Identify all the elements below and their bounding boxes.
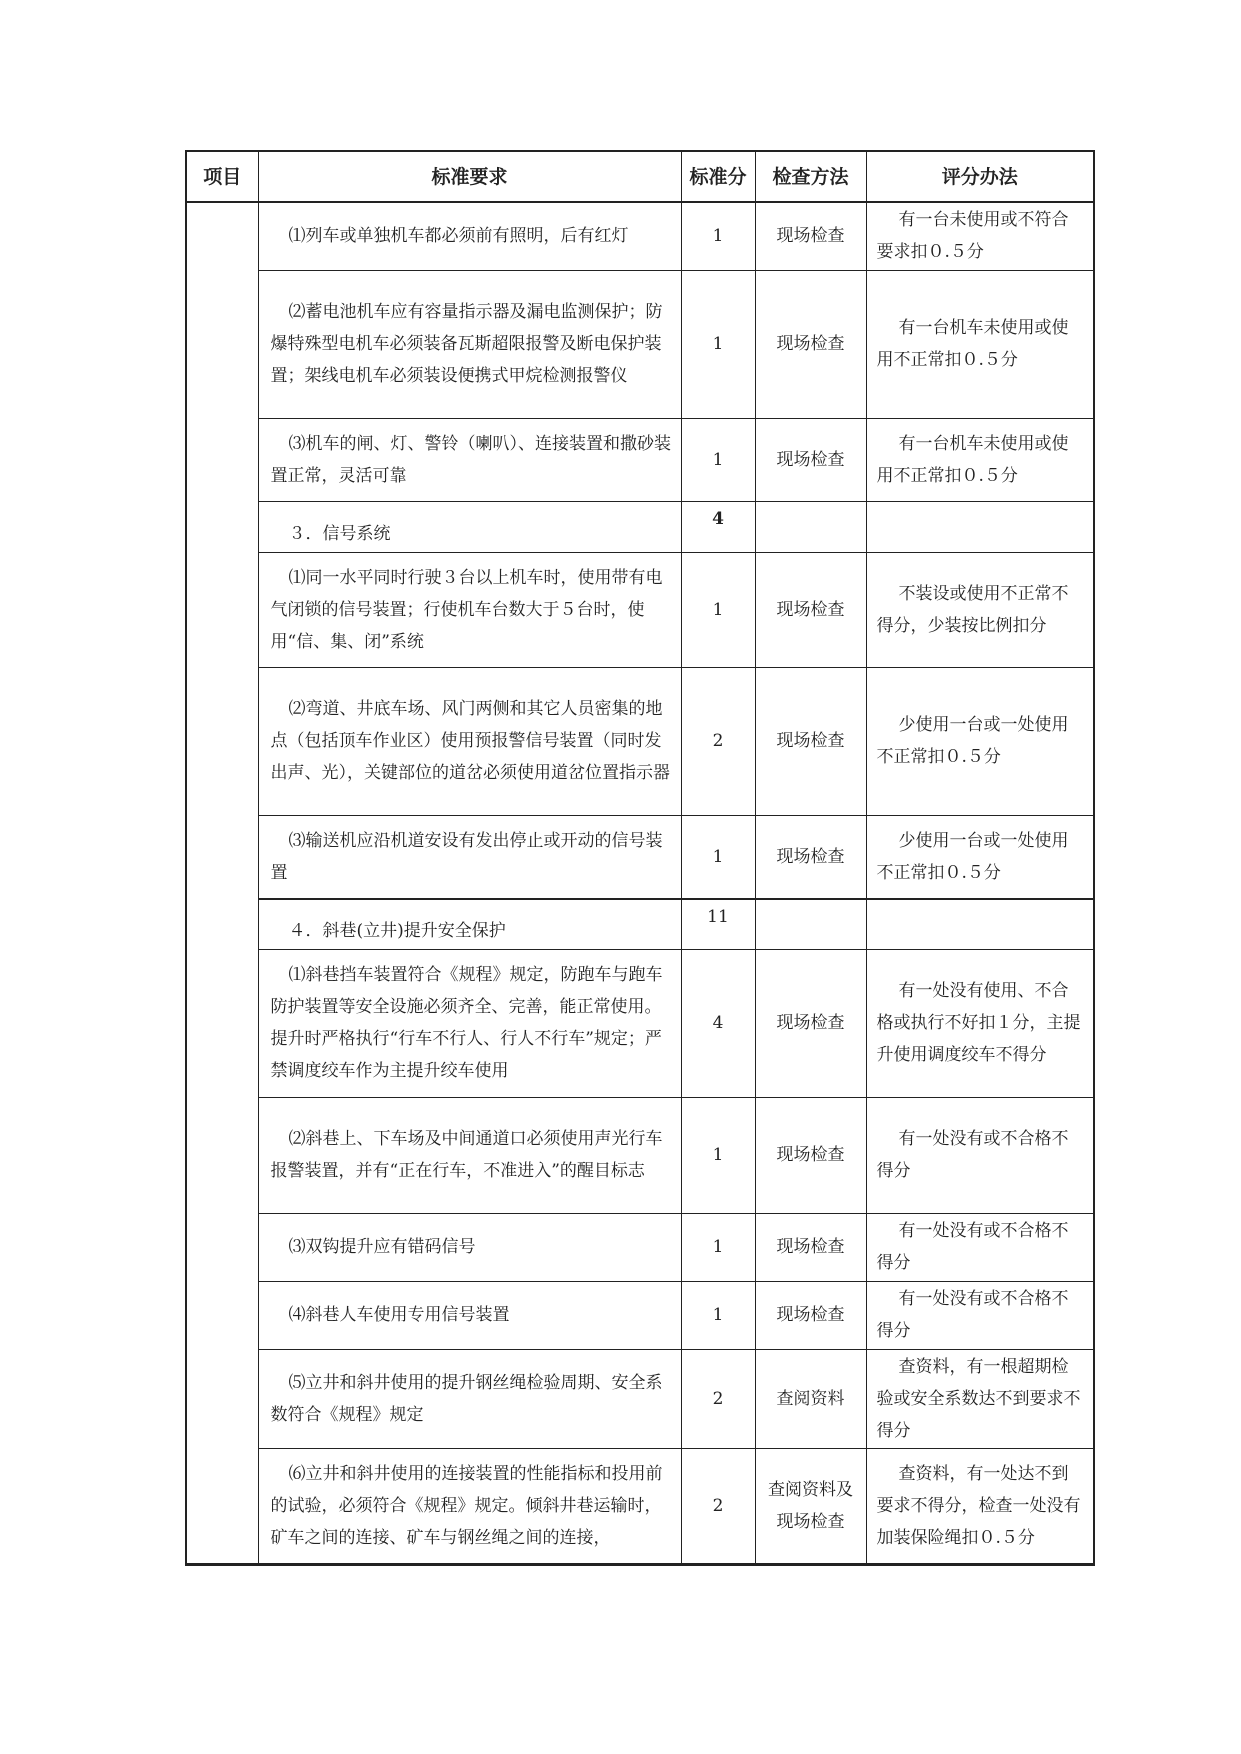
standard-cell: ⑵斜巷上、下车场及中间通道口必须使用声光行车报警装置，并有“正在行车，不准进入”的醒目标志: [258, 1097, 681, 1213]
method-cell: 现场检查: [755, 667, 866, 815]
evaluation-cell: 有一处没有或不合格不得分: [866, 1097, 1094, 1213]
method-cell: 现场检查: [755, 949, 866, 1097]
evaluation-cell: 有一台未使用或不符合要求扣０.５分: [866, 202, 1094, 270]
standard-cell: ⑶双钩提升应有错码信号: [258, 1213, 681, 1281]
method-cell: 现场检查: [755, 1281, 866, 1349]
method-cell: 现场检查: [755, 1097, 866, 1213]
method-cell: 现场检查: [755, 270, 866, 418]
header-item: 项目: [186, 151, 258, 202]
table-row: [186, 1097, 1094, 1213]
standard-cell: ⑸立井和斜井使用的提升钢丝绳检验周期、安全系数符合《规程》规定: [258, 1349, 681, 1448]
section-title: ４．斜巷(立井)提升安全保护: [258, 899, 681, 949]
evaluation-cell: 查资料，有一根超期检验或安全系数达不到要求不得分: [866, 1349, 1094, 1448]
table-row: [186, 552, 1094, 667]
method-cell: 现场检查: [755, 552, 866, 667]
evaluation-cell: 有一台机车未使用或使用不正常扣０.５分: [866, 270, 1094, 418]
score-cell: 1: [681, 815, 755, 899]
inspection-table-sheet: [185, 150, 1093, 1566]
table-row: [186, 1281, 1094, 1349]
score-cell: 2: [681, 1448, 755, 1564]
evaluation-cell: 少使用一台或一处使用不正常扣０.５分: [866, 667, 1094, 815]
section-title: ３．信号系统: [258, 501, 681, 552]
score-cell: 1: [681, 1097, 755, 1213]
score-cell: 1: [681, 270, 755, 418]
table-row: [186, 1213, 1094, 1281]
header-evaluation: 评分办法: [866, 151, 1094, 202]
section-row: [186, 501, 1094, 552]
header-score: 标准分: [681, 151, 755, 202]
method-cell: 查阅资料及现场检查: [755, 1448, 866, 1564]
table-row: [186, 202, 1094, 270]
evaluation-cell: 有一台机车未使用或使用不正常扣０.５分: [866, 418, 1094, 501]
item-cell: [186, 202, 258, 1564]
section-score: 4: [681, 501, 755, 552]
table-row: [186, 815, 1094, 899]
score-cell: 1: [681, 1213, 755, 1281]
table-row: [186, 418, 1094, 501]
method-cell: [755, 899, 866, 949]
table-row: [186, 270, 1094, 418]
method-cell: 现场检查: [755, 815, 866, 899]
score-cell: 2: [681, 1349, 755, 1448]
evaluation-cell: [866, 899, 1094, 949]
evaluation-cell: [866, 501, 1094, 552]
score-cell: 1: [681, 552, 755, 667]
standard-cell: ⑵蓄电池机车应有容量指示器及漏电监测保护；防爆特殊型电机车必须装备瓦斯超限报警及断电保护装置；架线电机车必须装设便携式甲烷检测报警仪: [258, 270, 681, 418]
method-cell: 现场检查: [755, 1213, 866, 1281]
evaluation-cell: 不装设或使用不正常不得分，少装按比例扣分: [866, 552, 1094, 667]
table-header-row: [186, 151, 1094, 202]
table-row: [186, 1349, 1094, 1448]
standard-cell: ⑴同一水平同时行驶３台以上机车时，使用带有电气闭锁的信号装置；行使机车台数大于５台时，使用“信、集、闭”系统: [258, 552, 681, 667]
evaluation-cell: 有一处没有或不合格不得分: [866, 1281, 1094, 1349]
score-cell: 2: [681, 667, 755, 815]
evaluation-cell: 少使用一台或一处使用不正常扣０.５分: [866, 815, 1094, 899]
standard-cell: ⑷斜巷人车使用专用信号装置: [258, 1281, 681, 1349]
inspection-table: [185, 150, 1095, 1566]
header-method: 检查方法: [755, 151, 866, 202]
method-cell: 现场检查: [755, 418, 866, 501]
header-standard: 标准要求: [258, 151, 681, 202]
method-cell: [755, 501, 866, 552]
standard-cell: ⑶输送机应沿机道安设有发出停止或开动的信号装置: [258, 815, 681, 899]
table-row: [186, 949, 1094, 1097]
method-cell: 现场检查: [755, 202, 866, 270]
standard-cell: ⑴列车或单独机车都必须前有照明，后有红灯: [258, 202, 681, 270]
standard-cell: ⑶机车的闸、灯、警铃（喇叭）、连接装置和撒砂装置正常，灵活可靠: [258, 418, 681, 501]
score-cell: 4: [681, 949, 755, 1097]
standard-cell: ⑵弯道、井底车场、风门两侧和其它人员密集的地点（包括顶车作业区）使用预报警信号装置（同时发出声、光），关键部位的道岔必须使用道岔位置指示器: [258, 667, 681, 815]
table-row: [186, 667, 1094, 815]
table-row: [186, 1448, 1094, 1564]
evaluation-cell: 有一处没有或不合格不得分: [866, 1213, 1094, 1281]
standard-cell: ⑹立井和斜井使用的连接装置的性能指标和投用前的试验，必须符合《规程》规定。倾斜井巷运输时，矿车之间的连接、矿车与钢丝绳之间的连接，: [258, 1448, 681, 1564]
method-cell: 查阅资料: [755, 1349, 866, 1448]
score-cell: 1: [681, 1281, 755, 1349]
score-cell: 1: [681, 418, 755, 501]
standard-cell: ⑴斜巷挡车装置符合《规程》规定，防跑车与跑车防护装置等安全设施必须齐全、完善，能正常使用。提升时严格执行“行车不行人、行人不行车”规定；严禁调度绞车作为主提升绞车使用: [258, 949, 681, 1097]
section-row: [186, 899, 1094, 949]
score-cell: 1: [681, 202, 755, 270]
evaluation-cell: 有一处没有使用、不合格或执行不好扣１分，主提升使用调度绞车不得分: [866, 949, 1094, 1097]
section-score: 11: [681, 899, 755, 949]
evaluation-cell: 查资料，有一处达不到要求不得分，检查一处没有加装保险绳扣０.５分: [866, 1448, 1094, 1564]
